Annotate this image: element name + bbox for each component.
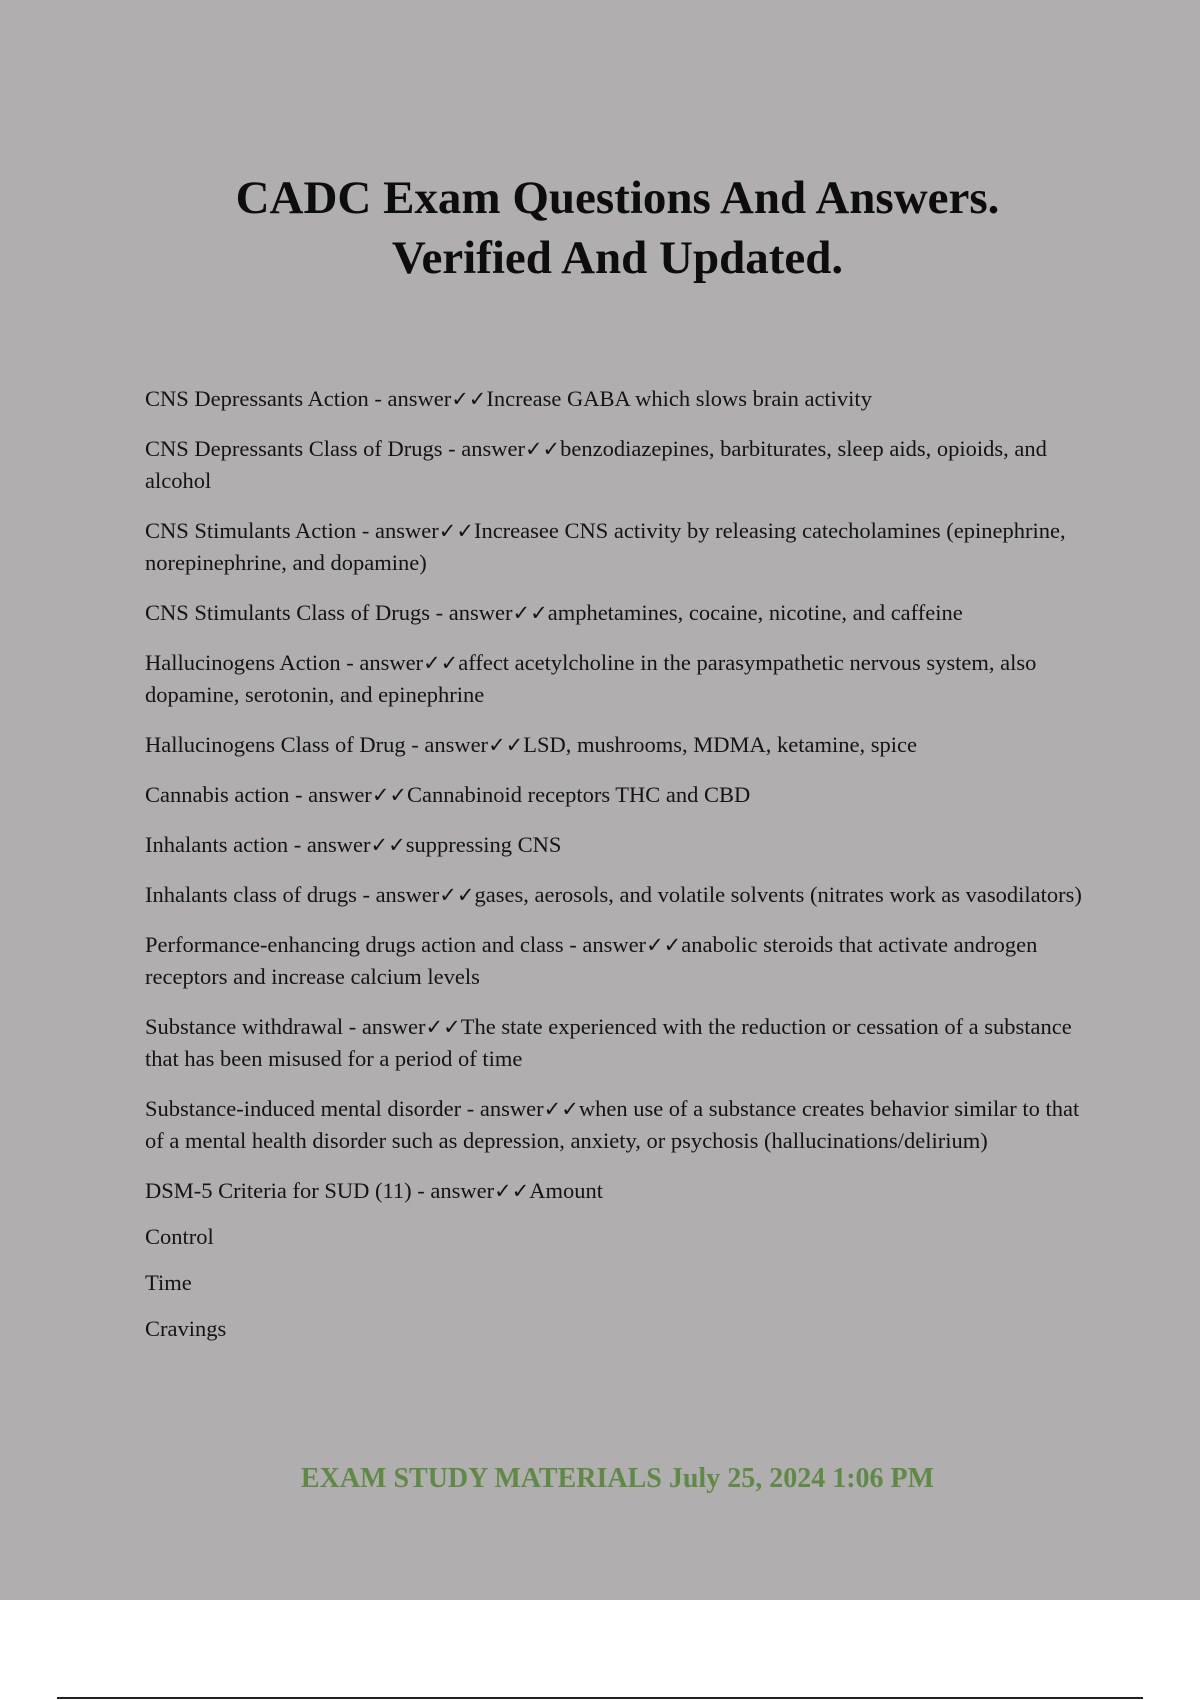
qa-answer: Increase GABA which slows brain activity — [486, 386, 872, 411]
qa-answer: suppressing CNS — [405, 832, 562, 857]
double-check-icon: ✓✓ — [512, 601, 548, 625]
title-line-1: CADC Exam Questions And Answers. — [235, 172, 1000, 224]
qa-answer: Cannabinoid receptors THC and CBD — [407, 782, 751, 807]
double-check-icon: ✓✓ — [524, 437, 561, 461]
qa-prompt: Cannabis action - answer — [145, 782, 372, 807]
double-check-icon: ✓✓ — [488, 733, 524, 757]
qa-item — [145, 433, 1095, 497]
qa-item — [145, 879, 1095, 911]
qa-answer: amphetamines, cocaine, nicotine, and caffeine — [547, 600, 963, 625]
qa-answer: LSD, mushrooms, MDMA, ketamine, spice — [523, 732, 917, 757]
page-divider — [57, 1697, 1143, 1699]
qa-item — [145, 1093, 1095, 1157]
qa-item — [145, 829, 1095, 861]
document-title — [0, 168, 1200, 288]
title-line-2: Verified And Updated. — [391, 232, 844, 284]
double-check-icon: ✓✓ — [451, 387, 487, 411]
double-check-icon: ✓✓ — [371, 783, 408, 807]
qa-list — [145, 383, 1095, 1359]
qa-prompt: CNS Stimulants Class of Drugs - answer — [145, 600, 513, 625]
qa-prompt: Hallucinogens Class of Drug - answer — [145, 732, 489, 757]
qa-prompt: CNS Stimulants Action - answer — [145, 518, 439, 543]
qa-prompt: CNS Depressants Action - answer — [145, 386, 452, 411]
qa-prompt: Inhalants class of drugs - answer — [145, 882, 440, 907]
qa-answer: when use of a substance creates behavior similar to that of a mental health disorder such as depression, anxiety, or psychosis (hallucinations/delirium) — [145, 1096, 1080, 1153]
qa-answer: Increasee CNS activity by releasing catecholamines (epinephrine, norepinephrine, and dopamine) — [145, 518, 1066, 575]
qa-item — [145, 1175, 1095, 1207]
qa-item — [145, 515, 1095, 579]
qa-item — [145, 1011, 1095, 1075]
qa-answer: The state experienced with the reduction or cessation of a substance that has been misused for a period of time — [145, 1014, 1072, 1071]
qa-answer: benzodiazepines, barbiturates, sleep aids, opioids, and alcohol — [145, 436, 1047, 493]
double-check-icon: ✓✓ — [646, 933, 682, 957]
qa-item — [145, 647, 1095, 711]
qa-answer: gases, aerosols, and volatile solvents (nitrates work as vasodilators) — [474, 882, 1082, 907]
qa-prompt: Inhalants action - answer — [145, 832, 371, 857]
double-check-icon: ✓✓ — [438, 519, 474, 543]
double-check-icon: ✓✓ — [494, 1179, 530, 1203]
qa-item — [145, 383, 1095, 415]
double-check-icon: ✓✓ — [423, 651, 459, 675]
answer-continuation-line: Cravings — [145, 1316, 227, 1341]
qa-answer: affect acetylcholine in the parasympathetic nervous system, also dopamine, serotonin, and epinephrine — [145, 650, 1037, 707]
double-check-icon: ✓✓ — [370, 833, 406, 857]
qa-prompt: DSM-5 Criteria for SUD (11) - answer — [145, 1178, 495, 1203]
qa-item — [145, 729, 1095, 761]
double-check-icon: ✓✓ — [543, 1097, 579, 1121]
qa-prompt: Substance-induced mental disorder - answer — [145, 1096, 544, 1121]
qa-item — [145, 597, 1095, 629]
qa-prompt: Performance-enhancing drugs action and class - answer — [145, 932, 647, 957]
study-materials-stamp: EXAM STUDY MATERIALS July 25, 2024 1:06 PM — [300, 1463, 935, 1494]
qa-prompt: CNS Depressants Class of Drugs - answer — [145, 436, 525, 461]
double-check-icon: ✓✓ — [439, 883, 475, 907]
double-check-icon: ✓✓ — [425, 1015, 461, 1039]
qa-answer: Amount — [529, 1178, 604, 1203]
qa-item — [145, 779, 1095, 811]
qa-item — [145, 929, 1095, 993]
qa-prompt: Substance withdrawal - answer — [145, 1014, 426, 1039]
answer-continuation-line: Control — [145, 1224, 214, 1249]
answer-continuation-line: Time — [145, 1270, 192, 1295]
qa-answer: anabolic steroids that activate androgen receptors and increase calcium levels — [145, 932, 1038, 989]
qa-prompt: Hallucinogens Action - answer — [145, 650, 424, 675]
